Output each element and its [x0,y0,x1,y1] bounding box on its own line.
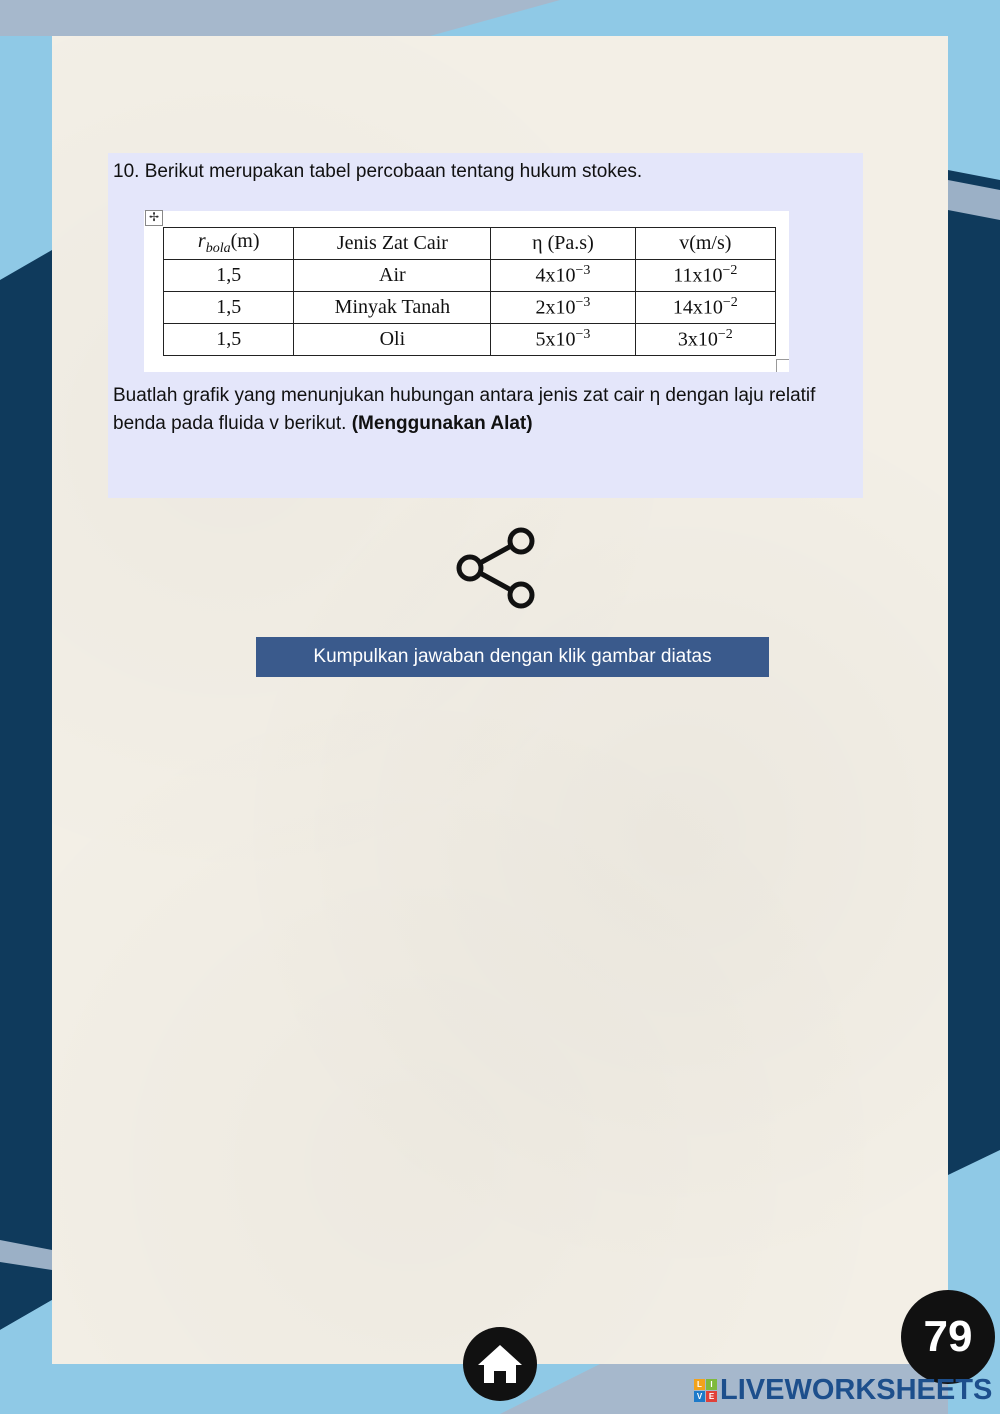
cell-radius: 1,5 [164,292,294,324]
cell-liquid: Minyak Tanah [294,292,491,324]
cell-liquid: Air [294,260,491,292]
instruction-text: Buatlah grafik yang menunjukan hubungan antara jenis zat cair η dengan laju relatif benda pada fluida v berikut. [113,385,816,434]
table-resize-handle [776,359,789,372]
cell-viscosity: $4x10^{-3}$ [491,260,635,292]
cell-velocity: $3x10^{-2}$ [635,324,775,356]
table-row [164,260,776,292]
cell-viscosity: $5x10^{-3}$ [491,324,635,356]
question-instructions [113,382,863,438]
instruction-bold-note: (Menggunakan Alat) [351,413,533,434]
header-radius: $r_{bola}(m)$ [164,228,294,260]
cell-radius: 1,5 [164,260,294,292]
cell-viscosity: $2x10^{-3}$ [491,292,635,324]
header-velocity: v(m/s) [635,228,775,260]
table-move-handle-icon: ✢ [145,210,163,226]
liveworksheets-logo-icon: L I V E [694,1379,717,1402]
home-icon [463,1327,537,1401]
liveworksheets-wordmark: LIVEWORKSHEETS [720,1373,993,1406]
page-number-badge: 79 [901,1290,995,1384]
cell-velocity: $14x10^{-2}$ [635,292,775,324]
table-row [164,324,776,356]
share-icon[interactable] [455,527,537,609]
home-button[interactable] [463,1327,537,1401]
stokes-data-table [163,227,776,356]
table-header-row [164,228,776,260]
header-liquid: Jenis Zat Cair [294,228,491,260]
cell-radius: 1,5 [164,324,294,356]
question-title: 10. Berikut merupakan tabel percobaan tentang hukum stokes. [113,161,643,182]
cell-velocity: $11x10^{-2}$ [635,260,775,292]
submit-answer-button[interactable]: Kumpulkan jawaban dengan klik gambar diatas [256,637,769,677]
liveworksheets-logo [694,1374,992,1406]
header-viscosity: η (Pa.s) [491,228,635,260]
table-row [164,292,776,324]
cell-liquid: Oli [294,324,491,356]
